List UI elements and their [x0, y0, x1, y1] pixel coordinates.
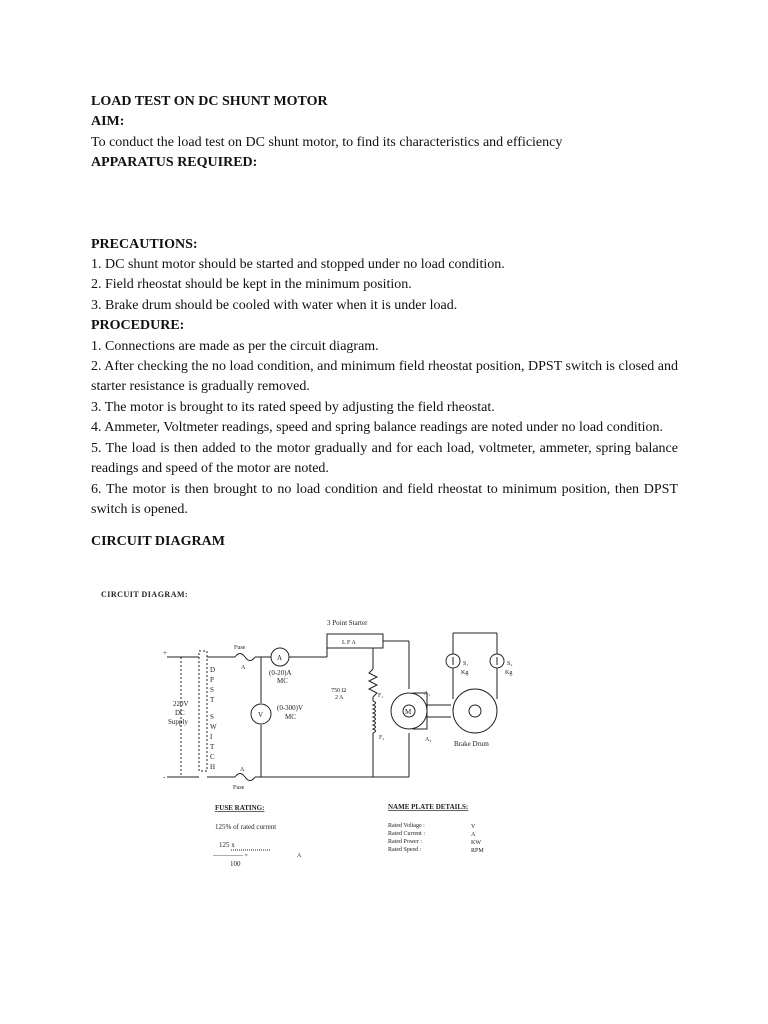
procedure-step: 6. The motor is then brought to no load condition and field rheostat to minimum position, then DPST switch is opened.: [91, 481, 678, 517]
brake-drum-symbol: [453, 689, 497, 733]
bottom-fuse-label: Fuse: [233, 785, 245, 791]
voltmeter-letter: V: [258, 711, 264, 719]
armature-terminal-a1: A₁: [424, 691, 431, 697]
spring-balance-s1-unit: Kg: [461, 670, 469, 676]
nameplate-label: Rated Voltage :: [388, 823, 425, 829]
field-rheostat-symbol: [369, 669, 377, 697]
fuse-rating-denominator: 100: [230, 860, 241, 868]
fuse-rating-text: 125% of rated current: [215, 823, 277, 831]
field-winding-symbol: [373, 701, 376, 733]
nameplate-unit: V: [471, 824, 476, 830]
precautions-heading: PRECAUTIONS:: [91, 236, 198, 252]
apparatus-heading: APPARATUS REQUIRED:: [91, 155, 258, 171]
switch-letter: T: [210, 743, 215, 751]
top-fuse-label: Fuse: [234, 645, 246, 651]
ammeter-letter: A: [277, 654, 283, 662]
bottom-fuse-symbol: [235, 774, 255, 781]
aim-heading: AIM:: [91, 114, 125, 130]
switch-letter: P: [210, 676, 214, 684]
fuse-rating-unit: A: [297, 853, 302, 859]
diagram-caption: CIRCUIT DIAGRAM:: [101, 590, 189, 599]
supply-plus: +: [163, 649, 167, 657]
spring-balance-s2-unit: Kg: [505, 670, 513, 676]
switch-letter: C: [210, 753, 215, 761]
switch-letter: S: [210, 713, 214, 721]
fuse-rating-dashes: --------------- =: [213, 853, 248, 859]
rheostat-current: 2 A: [335, 695, 344, 701]
nameplate-unit: RPM: [471, 848, 484, 854]
apparatus-blank-space: [91, 174, 678, 235]
precaution-item: 2. Field rheostat should be kept in the minimum position.: [91, 277, 412, 293]
switch-letter: W: [210, 723, 217, 731]
spring-balance-s1-label: S₁: [463, 661, 469, 667]
circuit-diagram-svg: [95, 585, 615, 885]
supply-label-voltage: 220V: [173, 700, 189, 708]
switch-letter: H: [210, 763, 216, 771]
starter-terminals: L F A: [342, 640, 356, 646]
starter-label: 3 Point Starter: [327, 619, 368, 627]
fuse-rating-heading: FUSE RATING:: [215, 804, 265, 812]
nameplate-unit: KW: [471, 840, 481, 846]
fuse-rating-numerator: 125 x: [219, 841, 235, 849]
switch-letter: T: [210, 696, 215, 704]
procedure-step: 3. The motor is brought to its rated speed by adjusting the field rheostat.: [91, 399, 495, 415]
circuit-heading: CIRCUIT DIAGRAM: [91, 534, 225, 550]
ammeter-type: MC: [277, 677, 288, 685]
precaution-item: 3. Brake drum should be cooled with water when it is under load.: [91, 297, 458, 313]
field-terminal-f2: F₂: [379, 735, 385, 741]
circuit-diagram: [95, 585, 615, 885]
document-title: LOAD TEST ON DC SHUNT MOTOR: [91, 94, 328, 109]
nameplate-heading: NAME PLATE DETAILS:: [388, 803, 469, 811]
rheostat-value: 750 Ω: [331, 688, 346, 694]
precaution-item: 1. DC shunt motor should be started and stopped under no load condition.: [91, 257, 505, 273]
switch-letter: S: [210, 686, 214, 694]
brake-drum-label: Brake Drum: [454, 740, 489, 748]
field-terminal-f1: F₁: [378, 693, 384, 699]
ammeter-range: (0-20)A: [269, 669, 292, 677]
supply-minus: -: [163, 773, 166, 781]
nameplate-label: Rated Power :: [388, 839, 422, 845]
voltmeter-type: MC: [285, 713, 296, 721]
dpst-switch-box: [199, 651, 207, 771]
supply-label-supply: Supply: [168, 718, 188, 726]
motor-letter: M: [405, 708, 412, 716]
switch-letter: I: [210, 733, 213, 741]
spring-balance-s2-label: S₂: [507, 661, 513, 667]
procedure-step: 4. Ammeter, Voltmeter readings, speed and spring balance readings are noted under no load condition.: [91, 420, 663, 436]
nameplate-unit: A: [471, 832, 476, 838]
armature-terminal-a2: A₂: [425, 737, 432, 743]
top-fuse-symbol: [235, 654, 255, 661]
aim-text: To conduct the load test on DC shunt motor, to find its characteristics and efficiency: [91, 134, 563, 150]
voltmeter-range: (0-300)V: [277, 704, 304, 712]
nameplate-label: Rated Speed :: [388, 847, 422, 853]
bottom-fuse-a: A: [240, 767, 245, 773]
top-fuse-a: A: [241, 665, 246, 671]
supply-label-dc: DC: [175, 709, 185, 717]
procedure-step: 1. Connections are made as per the circuit diagram.: [91, 338, 379, 354]
switch-letter: D: [210, 666, 216, 674]
document-body: [91, 92, 678, 553]
procedure-heading: PROCEDURE:: [91, 318, 185, 334]
procedure-step: 5. The load is then added to the motor gradually and for each load, voltmeter, ammeter, spring balance readings and speed of the motor are noted.: [91, 440, 678, 477]
nameplate-label: Rated Current :: [388, 831, 425, 837]
procedure-step: 2. After checking the no load condition, and minimum field rheostat position, DPST switch is closed and starter resistance is gradually removed.: [91, 359, 678, 395]
